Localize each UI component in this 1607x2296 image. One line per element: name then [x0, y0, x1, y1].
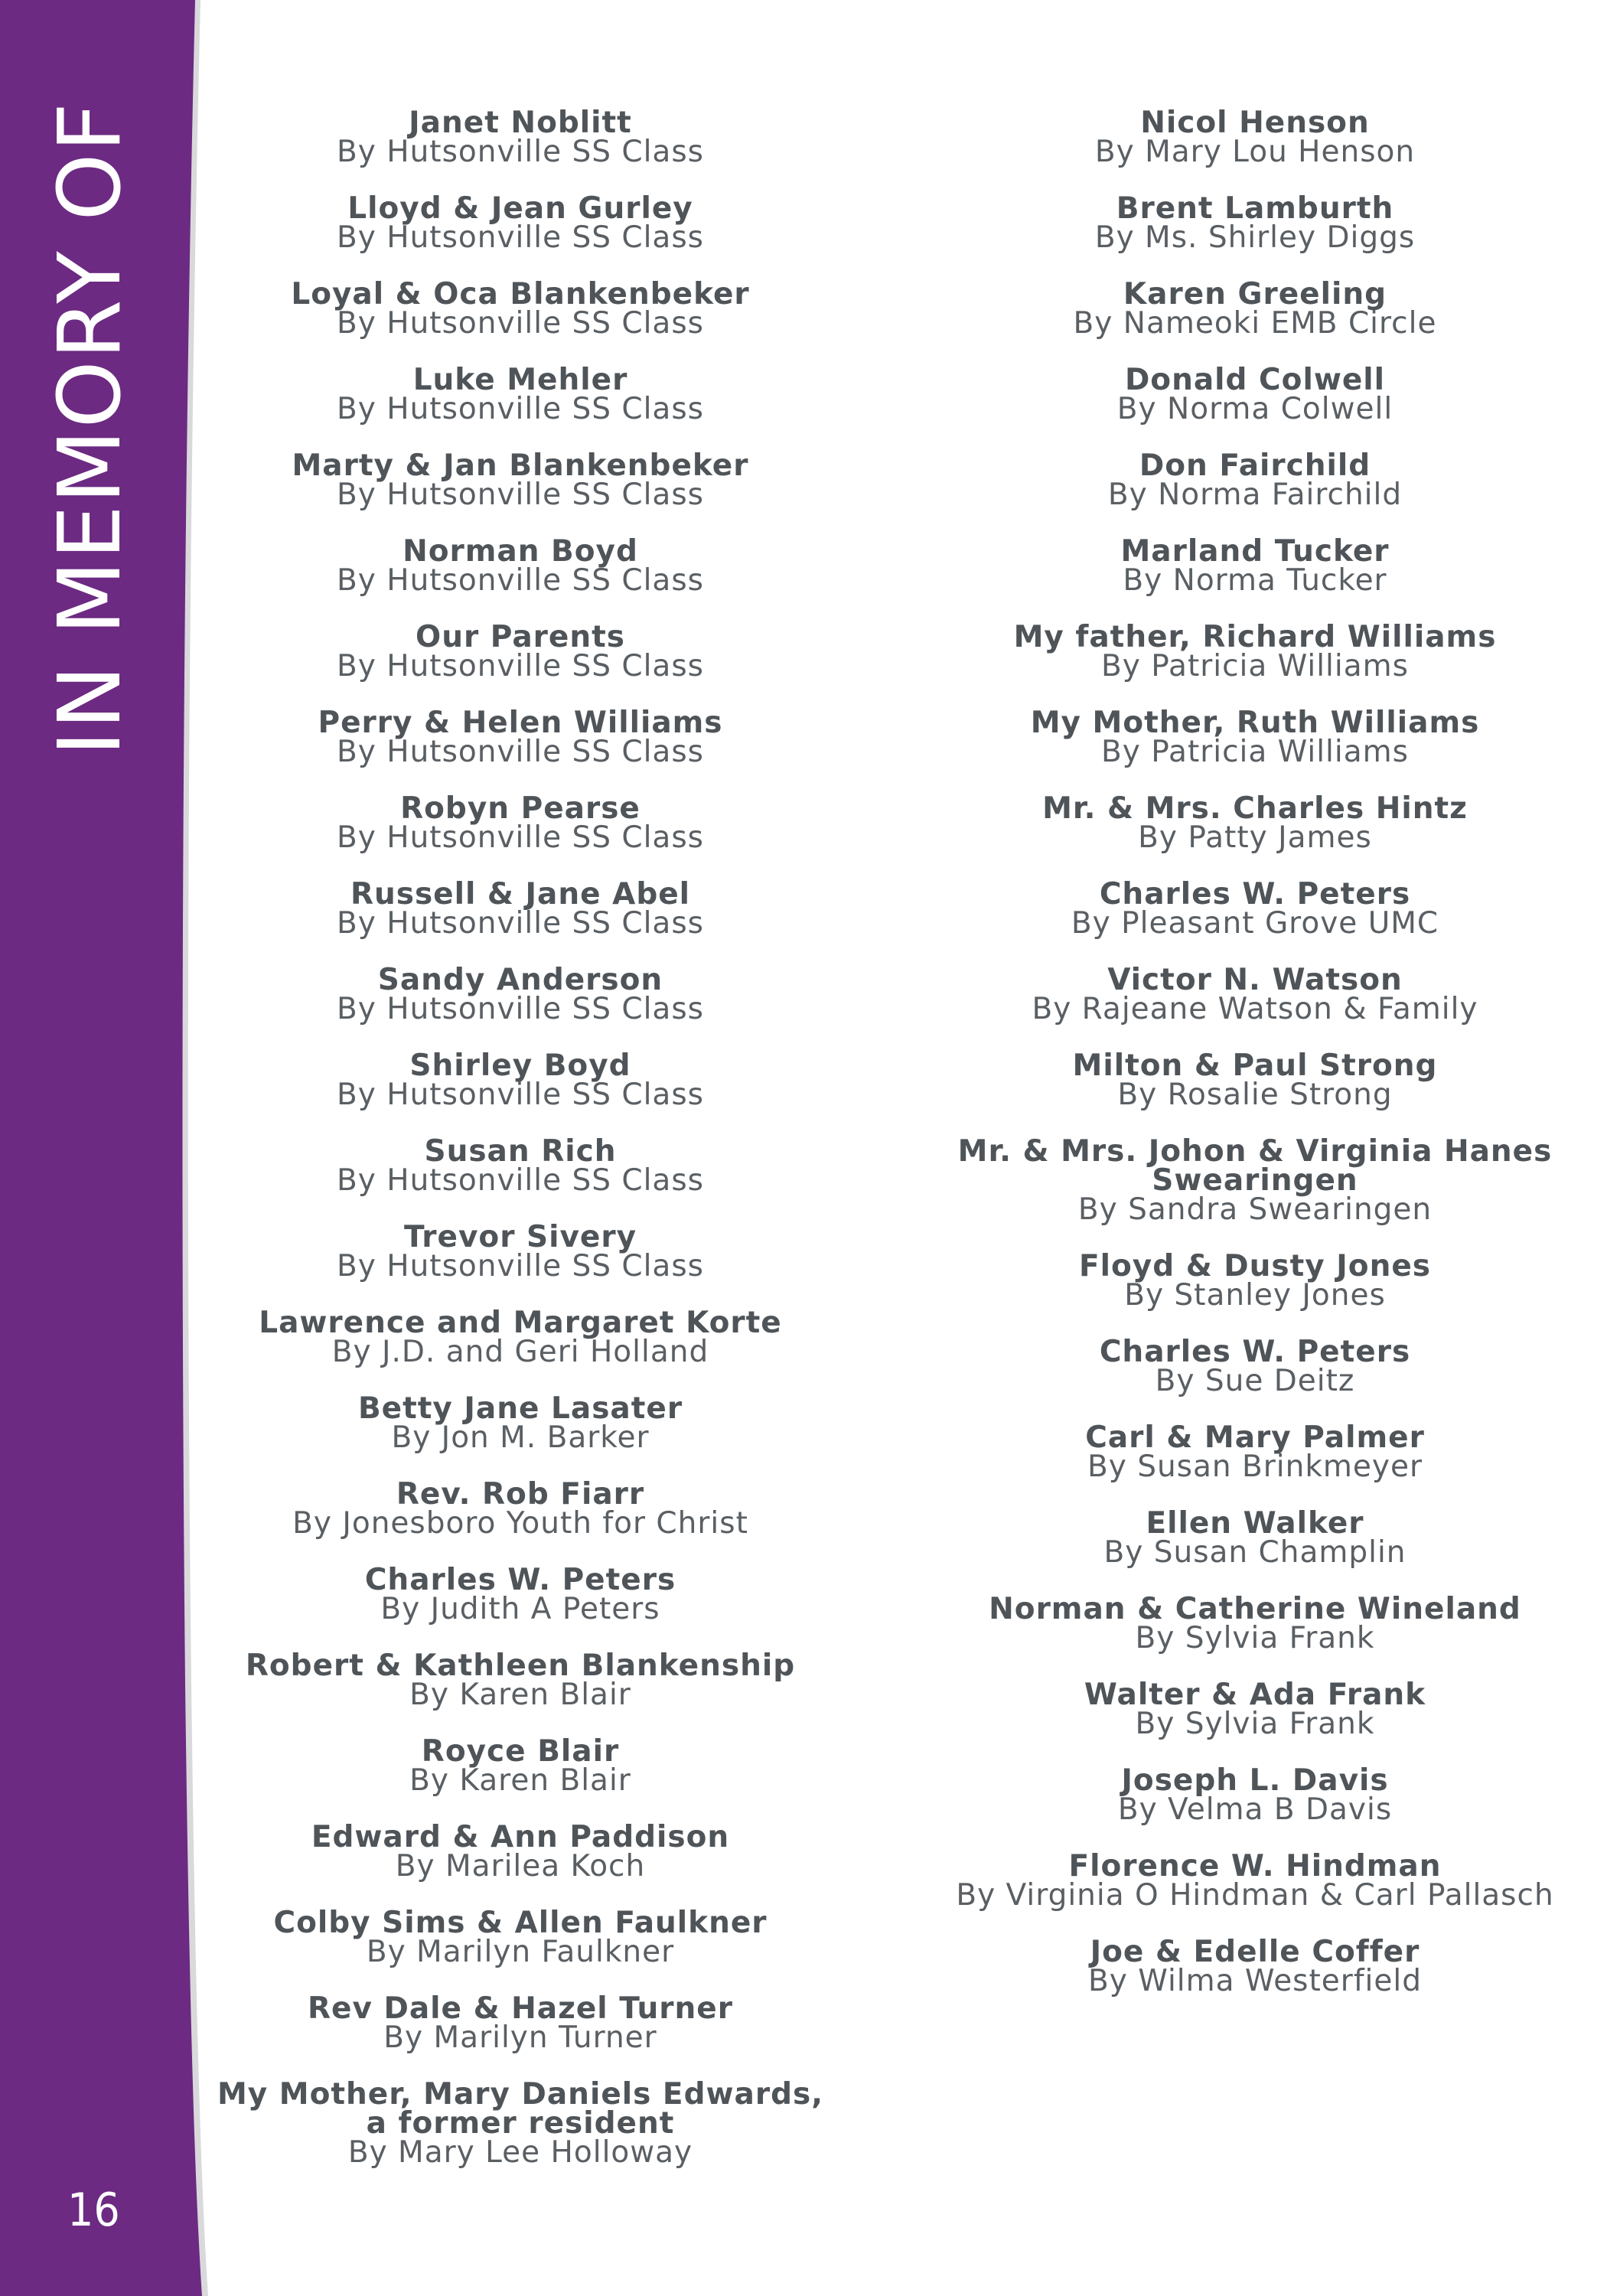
donor-name: By Patty James — [1138, 820, 1372, 855]
memorial-entry — [214, 1049, 826, 1137]
memorial-entry — [214, 2077, 826, 2195]
honoree-name: Karen Greeling — [1123, 277, 1387, 311]
donor-name: By Hutsonville SS Class — [337, 563, 704, 598]
memorial-entry — [214, 363, 826, 452]
donor-name: By Virginia O Hindman & Carl Pallasch — [956, 1878, 1554, 1913]
donor-name: By Jonesboro Youth for Christ — [292, 1506, 748, 1541]
honoree-name: Lawrence and Margaret Korte — [259, 1306, 782, 1340]
donor-name: By Marilyn Turner — [383, 2020, 657, 2055]
honoree-name: Milton & Paul Strong — [1072, 1049, 1438, 1083]
memorial-entry — [918, 1592, 1592, 1681]
honoree-name: Mr. & Mrs. Charles Hintz — [1042, 791, 1468, 826]
memorial-entry — [918, 1249, 1592, 1338]
honoree-name: Brent Lamburth — [1116, 191, 1394, 226]
memorial-entry — [214, 1306, 826, 1394]
memorial-entry — [918, 1049, 1592, 1137]
donor-name: By Mary Lee Holloway — [347, 2135, 693, 2170]
honoree-name-line2: a former resident — [366, 2106, 675, 2141]
donor-name: By Velma B Davis — [1117, 1792, 1393, 1827]
memorial-entry — [918, 1134, 1592, 1252]
honoree-name: Victor N. Watson — [1107, 963, 1403, 997]
memorial-entry — [918, 1420, 1592, 1509]
memorial-entry — [918, 963, 1592, 1052]
memorial-entry — [918, 106, 1592, 194]
honoree-name: Betty Jane Lasater — [357, 1391, 683, 1426]
honoree-name: Florence W. Hindman — [1068, 1849, 1442, 1883]
honoree-name: Carl & Mary Palmer — [1085, 1420, 1425, 1455]
donor-name: By Hutsonville SS Class — [337, 906, 704, 941]
donor-name: By Patricia Williams — [1101, 649, 1409, 683]
donor-name: By Nameoki EMB Circle — [1073, 306, 1437, 341]
donor-name: By Patricia Williams — [1101, 735, 1409, 769]
donor-name: By Pleasant Grove UMC — [1071, 906, 1439, 941]
memorial-entry — [918, 1849, 1592, 1938]
honoree-name: Sandy Anderson — [377, 963, 663, 997]
honoree-name: Walter & Ada Frank — [1084, 1678, 1426, 1712]
honoree-name: Edward & Ann Paddison — [311, 1820, 730, 1854]
donor-name: By Hutsonville SS Class — [337, 392, 704, 426]
memorial-entry — [918, 1335, 1592, 1424]
donor-name: By Marilea Koch — [395, 1849, 646, 1883]
memorial-entry — [918, 1506, 1592, 1595]
donor-name: By Hutsonville SS Class — [337, 220, 704, 255]
memorial-entry — [214, 620, 826, 709]
honoree-name: My Mother, Ruth Williams — [1030, 706, 1480, 740]
memorial-entry — [214, 963, 826, 1052]
memorial-entry — [214, 1649, 826, 1737]
donor-name: By Sue Deitz — [1155, 1364, 1355, 1398]
memorial-entry — [214, 1391, 826, 1480]
honoree-name: Donald Colwell — [1124, 363, 1386, 397]
memorial-entry — [918, 534, 1592, 623]
honoree-name: Ellen Walker — [1146, 1506, 1364, 1541]
memorial-entry — [918, 277, 1592, 366]
honoree-name: Lloyd & Jean Gurley — [347, 191, 693, 226]
honoree-name: Luke Mehler — [412, 363, 628, 397]
honoree-name: Rev. Rob Fiarr — [396, 1477, 645, 1512]
donor-name: By Norma Colwell — [1116, 392, 1393, 426]
donor-name: By Rosalie Strong — [1117, 1078, 1393, 1112]
honoree-name-line2: Swearingen — [1152, 1163, 1358, 1198]
donor-name: By Norma Fairchild — [1107, 478, 1403, 512]
donor-name: By Hutsonville SS Class — [337, 649, 704, 683]
donor-name: By Sandra Swearingen — [1077, 1192, 1433, 1227]
honoree-name: Robert & Kathleen Blankenship — [245, 1649, 796, 1683]
memorial-entry — [214, 706, 826, 794]
memorial-list-left — [214, 106, 826, 2195]
page-number: 16 — [67, 2183, 120, 2237]
honoree-name: My Mother, Mary Daniels Edwards, — [217, 2077, 824, 2112]
memorial-entry — [918, 1935, 1592, 2024]
section-title: IN MEMORY OF — [41, 101, 140, 756]
donor-name: By Hutsonville SS Class — [337, 992, 704, 1026]
honoree-name: Royce Blair — [421, 1734, 620, 1769]
memorial-entry — [214, 877, 826, 966]
honoree-name: Our Parents — [416, 620, 625, 654]
honoree-name: Loyal & Oca Blankenbeker — [291, 277, 750, 311]
honoree-name: Janet Noblitt — [409, 106, 632, 140]
donor-name: By Ms. Shirley Diggs — [1094, 220, 1416, 255]
memorial-entry — [214, 1991, 826, 2080]
donor-name: By Stanley Jones — [1124, 1278, 1386, 1313]
memorial-entry — [214, 1906, 826, 1994]
honoree-name: Nicol Henson — [1140, 106, 1370, 140]
memorial-entry — [918, 1678, 1592, 1766]
donor-name: By Sylvia Frank — [1135, 1707, 1375, 1741]
honoree-name: Mr. & Mrs. Johon & Virginia Hanes — [957, 1134, 1553, 1169]
memorial-list-right — [918, 106, 1592, 2024]
memorial-entry — [214, 1734, 826, 1823]
donor-name: By Hutsonville SS Class — [337, 478, 704, 512]
donor-name: By Hutsonville SS Class — [337, 1078, 704, 1112]
honoree-name: Robyn Pearse — [400, 791, 641, 826]
honoree-name: Trevor Sivery — [403, 1220, 637, 1254]
memorial-entry — [214, 791, 826, 880]
honoree-name: Charles W. Peters — [1099, 1335, 1411, 1369]
memorial-entry — [214, 1477, 826, 1566]
donor-name: By Susan Champlin — [1103, 1535, 1407, 1570]
honoree-name: Norman Boyd — [403, 534, 638, 569]
memorial-entry — [214, 1220, 826, 1309]
honoree-name: Norman & Catherine Wineland — [989, 1592, 1521, 1626]
memorial-entry — [918, 191, 1592, 280]
donor-name: By Hutsonville SS Class — [337, 306, 704, 341]
honoree-name: Joe & Edelle Coffer — [1090, 1935, 1420, 1969]
memorial-entry — [918, 877, 1592, 966]
memorial-entry — [214, 1563, 826, 1652]
donor-name: By Karen Blair — [409, 1763, 631, 1798]
donor-name: By Hutsonville SS Class — [337, 735, 704, 769]
honoree-name: Colby Sims & Allen Faulkner — [273, 1906, 768, 1940]
memorial-entry — [918, 1763, 1592, 1852]
honoree-name: Marty & Jan Blankenbeker — [292, 448, 749, 483]
memorial-entry — [214, 1820, 826, 1909]
donor-name: By Norma Tucker — [1123, 563, 1387, 598]
donor-name: By Hutsonville SS Class — [337, 135, 704, 169]
memorial-entry — [214, 191, 826, 280]
donor-name: By Marilyn Faulkner — [366, 1935, 675, 1969]
memorial-entry — [918, 620, 1592, 709]
honoree-name: Russell & Jane Abel — [350, 877, 691, 912]
memorial-entry — [214, 1134, 826, 1223]
honoree-name: Rev Dale & Hazel Turner — [308, 1991, 733, 2026]
honoree-name: Don Fairchild — [1139, 448, 1371, 483]
donor-name: By Hutsonville SS Class — [337, 1249, 704, 1283]
memorial-entry — [214, 106, 826, 194]
memorial-entry — [918, 448, 1592, 537]
donor-name: By Mary Lou Henson — [1094, 135, 1416, 169]
donor-name: By Hutsonville SS Class — [337, 820, 704, 855]
memorial-entry — [214, 448, 826, 537]
donor-name: By Rajeane Watson & Family — [1032, 992, 1478, 1026]
memorial-entry — [214, 277, 826, 366]
honoree-name: Susan Rich — [424, 1134, 617, 1169]
memorial-entry — [918, 706, 1592, 794]
donor-name: By Karen Blair — [409, 1678, 631, 1712]
donor-name: By Judith A Peters — [380, 1592, 660, 1626]
donor-name: By Susan Brinkmeyer — [1087, 1450, 1423, 1484]
donor-name: By Jon M. Barker — [391, 1420, 650, 1455]
honoree-name: My father, Richard Williams — [1013, 620, 1497, 654]
honoree-name: Charles W. Peters — [1099, 877, 1411, 912]
honoree-name: Marland Tucker — [1120, 534, 1390, 569]
donor-name: By Sylvia Frank — [1135, 1621, 1375, 1655]
donor-name: By J.D. and Geri Holland — [331, 1335, 709, 1369]
honoree-name: Charles W. Peters — [364, 1563, 676, 1597]
honoree-name: Shirley Boyd — [409, 1049, 631, 1083]
honoree-name: Floyd & Dusty Jones — [1078, 1249, 1432, 1283]
memorial-entry — [214, 534, 826, 623]
honoree-name: Perry & Helen Williams — [318, 706, 723, 740]
donor-name: By Wilma Westerfield — [1088, 1964, 1422, 1998]
donor-name: By Hutsonville SS Class — [337, 1163, 704, 1198]
memorial-entry — [918, 791, 1592, 880]
memorial-entry — [918, 363, 1592, 452]
honoree-name: Joseph L. Davis — [1121, 1763, 1389, 1798]
